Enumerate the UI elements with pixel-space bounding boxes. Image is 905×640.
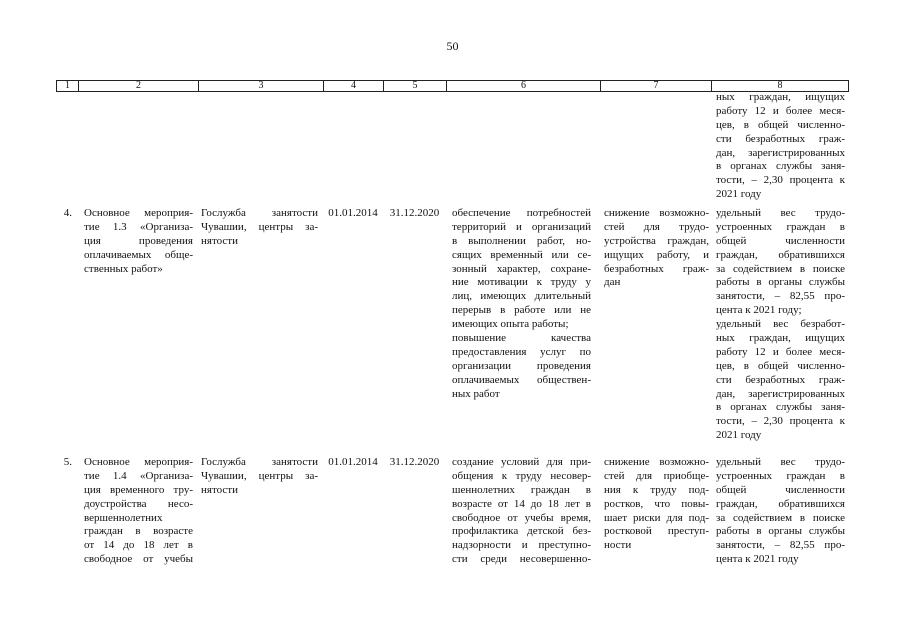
- text-line: граждан, обратившихся: [716, 248, 845, 261]
- text-line: сти безработных граж-: [716, 132, 845, 145]
- text-line: безработных граж-: [604, 262, 709, 275]
- text-line: предоставления услуг по: [452, 345, 591, 358]
- text-line: стей для трудо-: [604, 220, 709, 233]
- text-line: тие 1.4 «Организа-: [84, 469, 193, 482]
- indicators-cell: [716, 456, 845, 567]
- text-line: ция временного тру-: [84, 483, 193, 496]
- text-line: за содействием в поиске: [716, 511, 845, 524]
- text-line: ция проведения: [84, 234, 193, 247]
- text-line: тости, – 2,30 процента к: [716, 415, 845, 428]
- text-line: Чувашии, центры за-: [201, 220, 318, 233]
- text-line: общей численности: [716, 234, 845, 247]
- row-number: 4.: [63, 207, 72, 219]
- text-line: создание условий для при-: [452, 456, 591, 468]
- text-line: граждан в возрасте: [84, 525, 193, 538]
- text-line: цев, в общей численно-: [716, 118, 845, 131]
- text-line: ростков, что повы-: [604, 497, 709, 510]
- text-line: Гослужба занятости: [201, 456, 318, 468]
- text-line: дан, зарегистрированных: [716, 387, 845, 400]
- text-line: дан, зарегистрированных: [716, 146, 845, 159]
- text-line: удельный вес трудо-: [716, 456, 845, 468]
- text-line: устроенных граждан в: [716, 469, 845, 482]
- page-number: 50: [446, 39, 459, 53]
- text-line: возрасте от 14 до 18 лет в: [452, 497, 591, 510]
- column-number-1: 1: [65, 80, 70, 91]
- text-line: доустройства несо-: [84, 497, 193, 510]
- text-line: тости, – 2,30 процента к: [716, 174, 845, 187]
- text-line: от 14 до 18 лет в: [84, 539, 193, 552]
- text-line: работы в органы службы: [716, 525, 845, 538]
- text-line: надзорности и преступно-: [452, 539, 591, 552]
- text-line: в органах службы заня-: [716, 401, 845, 414]
- text-line: общей численности: [716, 483, 845, 496]
- text-line: 2021 году: [716, 429, 762, 442]
- text-line: устройства граждан,: [604, 234, 709, 247]
- text-line: ние мотивации к труду у: [452, 276, 591, 289]
- text-line: ных граждан, ищущих: [716, 91, 845, 103]
- text-line: профилактика детской без-: [452, 525, 591, 538]
- text-line: стей для приобще-: [604, 469, 709, 482]
- table-row: [0, 456, 905, 568]
- text-line: оплачиваемых обще-: [84, 248, 193, 261]
- column-number-5: 5: [383, 81, 446, 91]
- text-line: граждан, обратившихся: [716, 497, 845, 510]
- text-line: в органах службы заня-: [716, 160, 845, 173]
- text-line: дан: [604, 276, 621, 289]
- text-line: снижение возможно-: [604, 456, 709, 468]
- text-line: снижение возможно-: [604, 207, 709, 219]
- text-line: работу 12 и более меся-: [716, 345, 845, 358]
- text-line: общения к труду несовер-: [452, 469, 591, 482]
- text-line: ростковой преступ-: [604, 525, 709, 538]
- text-line: работу 12 и более меся-: [716, 104, 845, 117]
- text-line: устроенных граждан в: [716, 220, 845, 233]
- text-line: шает риски для под-: [604, 511, 709, 524]
- text-line: занятости, – 82,55 про-: [716, 290, 845, 303]
- executor-cell: [201, 456, 318, 498]
- text-line: вершеннолетних: [84, 511, 163, 524]
- text-line: 2021 году: [716, 188, 762, 201]
- end-date-cell: 31.12.2020: [389, 456, 440, 468]
- text-line: ности: [604, 539, 632, 552]
- row-number: 5.: [63, 456, 72, 468]
- text-line: тие 1.3 «Организа-: [84, 220, 193, 233]
- text-line: Гослужба занятости: [201, 207, 318, 219]
- text-line: шеннолетних граждан в: [452, 483, 591, 496]
- text-line: зонный характер, сохране-: [452, 262, 591, 275]
- text-line: цента к 2021 году;: [716, 304, 802, 317]
- text-line: лиц, имеющих длительный: [452, 290, 591, 303]
- start-date-cell: 01.01.2014: [328, 207, 378, 219]
- text-line: Основное мероприя-: [84, 207, 193, 219]
- column-number-6: 6: [446, 81, 600, 91]
- text-line: цев, в общей численно-: [716, 359, 845, 372]
- text-line: Чувашии, центры за-: [201, 469, 318, 482]
- text-line: свободное от учебы: [84, 553, 193, 566]
- text-line: за содействием в поиске: [716, 262, 845, 275]
- text-line: перерыв в работе или не: [452, 304, 591, 317]
- text-line: нятости: [201, 483, 238, 496]
- text-line: повышение качества: [452, 332, 591, 345]
- text-line: свободное от учебы время,: [452, 511, 591, 524]
- text-line: занятости, – 82,55 про-: [716, 539, 845, 552]
- start-date-cell: 01.01.2014: [328, 456, 378, 468]
- text-line: удельный вес безработ-: [716, 318, 845, 331]
- text-line: нятости: [201, 234, 238, 247]
- text-line: территорий и организаций: [452, 220, 591, 233]
- table-row: [0, 207, 905, 447]
- column-number-7: 7: [600, 81, 711, 91]
- text-line: ственных работ»: [84, 262, 163, 275]
- text-line: работы в органы службы: [716, 276, 845, 289]
- column-number-8: 8: [711, 81, 848, 91]
- activity-name-cell: [84, 456, 193, 567]
- text-line: ищущих работу, и: [604, 248, 709, 261]
- text-line: оплачиваемых обществен-: [452, 373, 591, 386]
- text-line: ния к труду под-: [604, 483, 709, 496]
- text-line: сящих временный или се-: [452, 248, 591, 261]
- text-line: сти безработных граж-: [716, 373, 845, 386]
- table-row-continuation: [0, 91, 905, 203]
- column-number-2: 2: [78, 81, 198, 91]
- text-line: цента к 2021 году: [716, 553, 799, 566]
- text-line: Основное мероприя-: [84, 456, 193, 468]
- expected-result-cell: [452, 456, 591, 567]
- consequences-cell: [604, 207, 709, 290]
- text-line: сти среди несовершенно-: [452, 553, 591, 566]
- activity-name-cell: [84, 207, 193, 276]
- expected-result-cell: [452, 207, 591, 401]
- text-line: в выполнении работ, но-: [452, 234, 591, 247]
- text-line: ных работ: [452, 387, 500, 400]
- consequences-cell: [604, 456, 709, 553]
- end-date-cell: 31.12.2020: [389, 207, 440, 219]
- text-line: имеющих опыта работы;: [452, 318, 569, 331]
- indicators-cell: [716, 207, 845, 443]
- column-number-4: 4: [323, 81, 383, 91]
- executor-cell: [201, 207, 318, 249]
- text-line: удельный вес трудо-: [716, 207, 845, 219]
- column-number-3: 3: [198, 81, 323, 91]
- indicators-cell: [716, 91, 845, 202]
- text-line: организации проведения: [452, 359, 591, 372]
- text-line: обеспечение потребностей: [452, 207, 591, 219]
- text-line: ных граждан, ищущих: [716, 332, 845, 345]
